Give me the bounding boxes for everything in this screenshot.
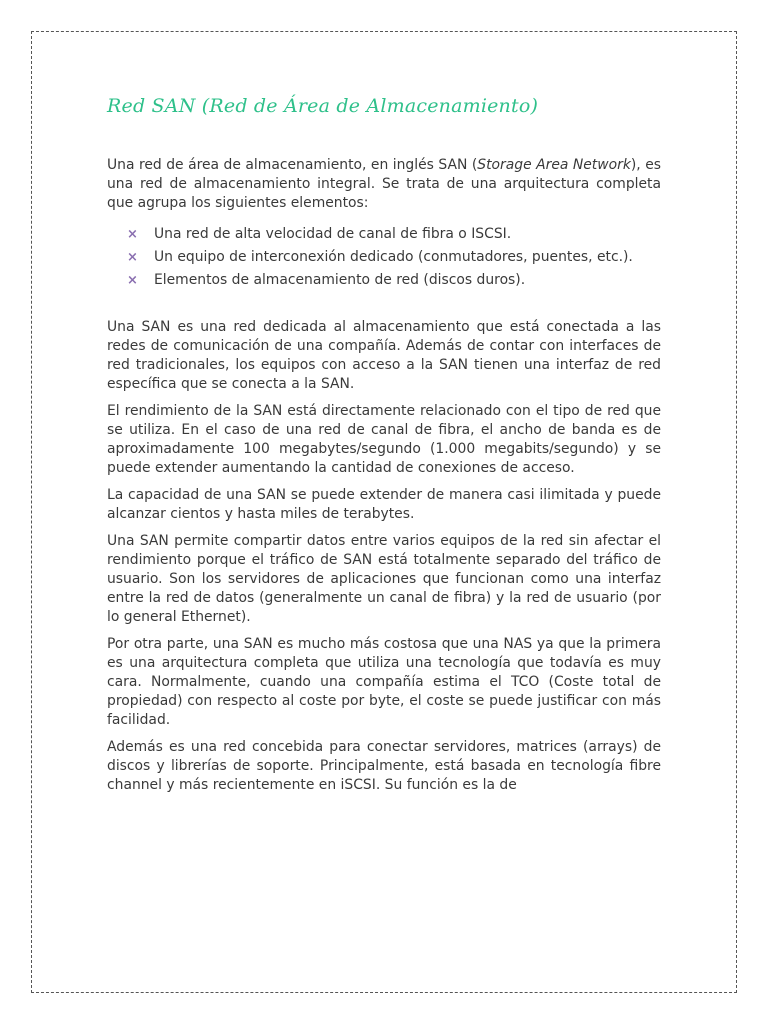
list-item xyxy=(127,248,661,267)
body-paragraph: El rendimiento de la SAN está directamente relacionado con el tipo de red que se utiliza. En el caso de una red de canal de fibra, el ancho de banda es de aproximadamente 100 megabytes/segundo (1.000 megabits/segundo) y se puede extender aumentando la cantidad de conexiones de acceso. xyxy=(107,403,661,476)
intro-text-start: Una red de área de almacenamiento, en inglés SAN ( xyxy=(107,157,478,173)
body-paragraph: Una SAN permite compartir datos entre varios equipos de la red sin afectar el rendimiento porque el tráfico de SAN está totalmente separado del tráfico de usuario. Son los servidores de aplicaciones que funcionan como una interfaz entre la red de datos (generalmente un canal de fibra) y la red de usuario (por lo general Ethernet). xyxy=(107,533,661,625)
intro-text-end: ), es una red de almacenamiento integral. Se trata de una arquitectura completa que agrupa los siguientes elementos: xyxy=(107,157,661,211)
x-bullet-icon: × xyxy=(127,250,138,265)
document-body xyxy=(107,92,661,803)
x-bullet-icon: × xyxy=(127,227,138,242)
list-item-text: Una red de alta velocidad de canal de fibra o ISCSI. xyxy=(154,226,512,242)
intro-italic-term: Storage Area Network xyxy=(477,157,631,173)
intro-paragraph xyxy=(107,156,661,213)
x-bullet-icon: × xyxy=(127,273,138,288)
body-paragraph: Por otra parte, una SAN es mucho más costosa que una NAS ya que la primera es una arquitectura completa que utiliza una tecnología que todavía es muy cara. Normalmente, cuando una compañía estima el TCO (Coste total de propiedad) con respecto al coste por byte, el coste se puede justificar con más facilidad. xyxy=(107,636,661,728)
body-paragraph: Una SAN es una red dedicada al almacenamiento que está conectada a las redes de comunicación de una compañía. Además de contar con interfaces de red tradicionales, los equipos con acceso a la SAN tienen una interfaz de red específica que se conecta a la SAN. xyxy=(107,319,661,392)
list-item-text: Un equipo de interconexión dedicado (conmutadores, puentes, etc.). xyxy=(154,249,633,265)
document-title: Red SAN (Red de Área de Almacenamiento) xyxy=(107,95,539,117)
list-item xyxy=(127,271,661,290)
body-paragraph: La capacidad de una SAN se puede extender de manera casi ilimitada y puede alcanzar cientos y hasta miles de terabytes. xyxy=(107,487,661,522)
body-paragraph: Además es una red concebida para conectar servidores, matrices (arrays) de discos y librerías de soporte. Principalmente, está basada en tecnología fibre channel y más recientemente en iSCSI. Su función es la de xyxy=(107,739,661,793)
list-item-text: Elementos de almacenamiento de red (discos duros). xyxy=(154,272,526,288)
list-item xyxy=(127,225,661,244)
elements-list xyxy=(107,225,661,290)
